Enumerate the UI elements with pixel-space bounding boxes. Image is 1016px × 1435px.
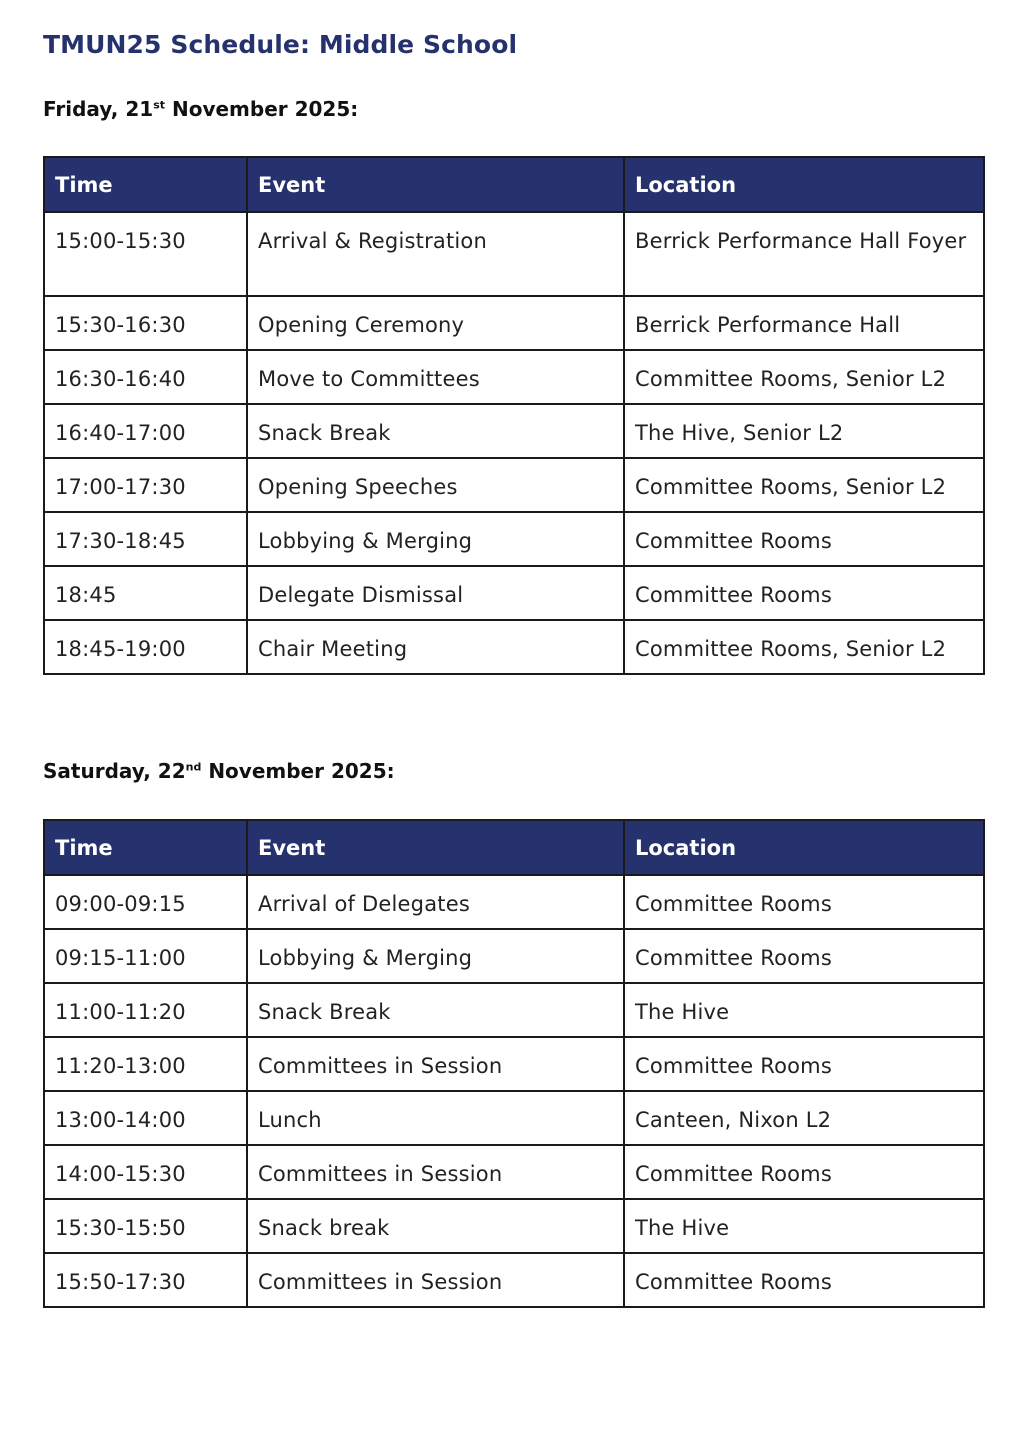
- row-location: Canteen, Nixon L2: [624, 1091, 984, 1145]
- row-event: Snack Break: [247, 983, 624, 1037]
- row-time: 11:00-11:20: [44, 983, 247, 1037]
- row-event: Opening Ceremony: [247, 296, 624, 350]
- row-event: Lobbying & Merging: [247, 929, 624, 983]
- saturday-heading: [43, 759, 395, 783]
- table-row: [44, 1253, 984, 1307]
- table-row: [44, 296, 984, 350]
- table-row: [44, 512, 984, 566]
- row-event: Committees in Session: [247, 1145, 624, 1199]
- table-row: [44, 1037, 984, 1091]
- header-time: Time: [44, 157, 247, 212]
- header-location: Location: [624, 157, 984, 212]
- row-event: Snack break: [247, 1199, 624, 1253]
- row-event: Opening Speeches: [247, 458, 624, 512]
- row-time: 17:00-17:30: [44, 458, 247, 512]
- table-row: [44, 875, 984, 929]
- saturday-date-rest: November 2025:: [201, 759, 395, 783]
- row-event: Lobbying & Merging: [247, 512, 624, 566]
- row-location: The Hive, Senior L2: [624, 404, 984, 458]
- row-event: Committees in Session: [247, 1037, 624, 1091]
- table-row: [44, 566, 984, 620]
- row-event: Delegate Dismissal: [247, 566, 624, 620]
- table-row: [44, 350, 984, 404]
- row-location: Committee Rooms, Senior L2: [624, 458, 984, 512]
- saturday-day: Saturday, 22: [43, 759, 186, 783]
- friday-date-rest: November 2025:: [165, 97, 359, 121]
- table-header-row: [44, 820, 984, 875]
- row-location: Committee Rooms: [624, 1253, 984, 1307]
- page-title: TMUN25 Schedule: Middle School: [43, 30, 518, 59]
- row-location: Berrick Performance Hall: [624, 296, 984, 350]
- table-row: [44, 458, 984, 512]
- row-location: Berrick Performance Hall Foyer: [624, 212, 984, 296]
- row-event: Committees in Session: [247, 1253, 624, 1307]
- row-location: Committee Rooms, Senior L2: [624, 620, 984, 674]
- table-row: [44, 404, 984, 458]
- table-row: [44, 1199, 984, 1253]
- row-event: Arrival of Delegates: [247, 875, 624, 929]
- table-row: [44, 1145, 984, 1199]
- row-time: 09:15-11:00: [44, 929, 247, 983]
- friday-schedule-table: [43, 156, 985, 675]
- row-location: Committee Rooms: [624, 929, 984, 983]
- header-event: Event: [247, 157, 624, 212]
- row-location: Committee Rooms: [624, 566, 984, 620]
- row-location: Committee Rooms: [624, 512, 984, 566]
- row-event: Chair Meeting: [247, 620, 624, 674]
- row-time: 15:00-15:30: [44, 212, 247, 296]
- friday-day: Friday, 21: [43, 97, 154, 121]
- row-time: 16:40-17:00: [44, 404, 247, 458]
- table-row: [44, 1091, 984, 1145]
- row-time: 11:20-13:00: [44, 1037, 247, 1091]
- row-time: 17:30-18:45: [44, 512, 247, 566]
- row-time: 16:30-16:40: [44, 350, 247, 404]
- table-row: [44, 212, 984, 296]
- table-row: [44, 929, 984, 983]
- row-time: 18:45: [44, 566, 247, 620]
- table-header-row: [44, 157, 984, 212]
- saturday-schedule-table: [43, 819, 985, 1308]
- row-location: The Hive: [624, 1199, 984, 1253]
- row-event: Move to Committees: [247, 350, 624, 404]
- table-row: [44, 983, 984, 1037]
- row-location: Committee Rooms: [624, 875, 984, 929]
- header-location: Location: [624, 820, 984, 875]
- row-time: 15:50-17:30: [44, 1253, 247, 1307]
- row-location: Committee Rooms: [624, 1037, 984, 1091]
- row-time: 14:00-15:30: [44, 1145, 247, 1199]
- header-event: Event: [247, 820, 624, 875]
- header-time: Time: [44, 820, 247, 875]
- row-location: The Hive: [624, 983, 984, 1037]
- row-event: Snack Break: [247, 404, 624, 458]
- row-location: Committee Rooms, Senior L2: [624, 350, 984, 404]
- friday-heading: [43, 97, 358, 121]
- row-time: 09:00-09:15: [44, 875, 247, 929]
- row-event: Lunch: [247, 1091, 624, 1145]
- row-time: 18:45-19:00: [44, 620, 247, 674]
- row-time: 13:00-14:00: [44, 1091, 247, 1145]
- friday-ordinal: st: [153, 98, 165, 112]
- row-location: Committee Rooms: [624, 1145, 984, 1199]
- saturday-ordinal: nd: [185, 760, 202, 774]
- row-event: Arrival & Registration: [247, 212, 624, 296]
- row-time: 15:30-16:30: [44, 296, 247, 350]
- table-row: [44, 620, 984, 674]
- row-time: 15:30-15:50: [44, 1199, 247, 1253]
